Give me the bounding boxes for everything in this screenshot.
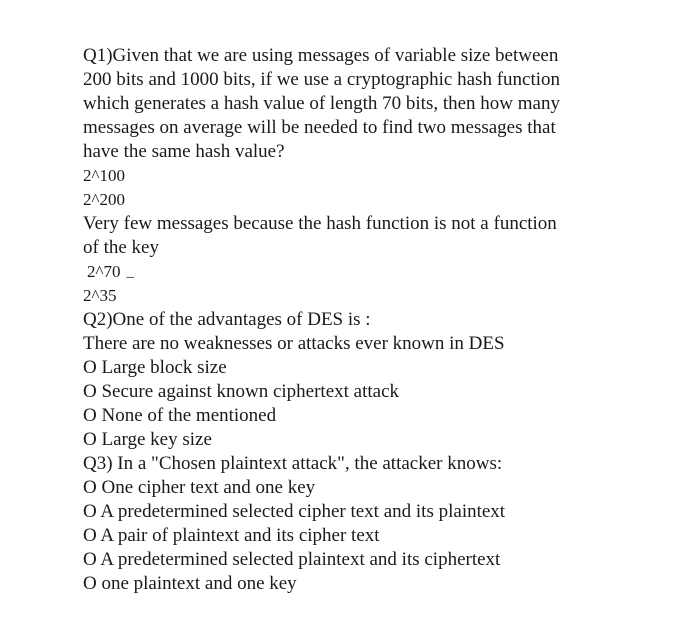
question-2-option[interactable]: O Large key size	[83, 429, 212, 450]
question-3	[83, 452, 643, 596]
question-1-option-b[interactable]: 2^200	[83, 190, 125, 209]
question-1-text-line: have the same hash value?	[83, 141, 285, 162]
question-1-text-line: 200 bits and 1000 bits, if we use a cryptographic hash function	[83, 69, 561, 90]
question-1-option-e[interactable]: 2^35	[83, 286, 117, 305]
question-2	[83, 308, 643, 452]
question-2-option[interactable]: O Secure against known ciphertext attack	[83, 381, 400, 402]
selection-mark: _	[126, 264, 134, 280]
question-2-option[interactable]: There are no weaknesses or attacks ever known in DES	[83, 333, 505, 354]
question-3-option[interactable]: O One cipher text and one key	[83, 477, 316, 498]
question-1-text-line: which generates a hash value of length 70 bits, then how many	[83, 93, 560, 114]
question-1-option-a[interactable]: 2^100	[83, 166, 125, 185]
question-3-option[interactable]: O A predetermined selected plaintext and its ciphertext	[83, 549, 501, 570]
question-3-text: Q3) In a "Chosen plaintext attack", the attacker knows:	[83, 453, 503, 474]
question-3-option[interactable]: O A pair of plaintext and its cipher text	[83, 525, 380, 546]
document	[83, 44, 643, 596]
question-2-text: Q2)One of the advantages of DES is :	[83, 309, 371, 330]
question-1-option-d-label: 2^70	[87, 262, 121, 281]
question-3-option[interactable]: O A predetermined selected cipher text and its plaintext	[83, 501, 506, 522]
question-1-option-c-continued[interactable]: of the key	[83, 237, 159, 258]
question-1-option-c[interactable]: Very few messages because the hash function is not a function	[83, 213, 557, 234]
question-2-option[interactable]: O Large block size	[83, 357, 227, 378]
question-1	[83, 44, 643, 308]
question-2-option[interactable]: O None of the mentioned	[83, 405, 277, 426]
question-1-option-d[interactable]	[83, 260, 643, 284]
question-1-text-line: Q1)Given that we are using messages of variable size between	[83, 45, 559, 66]
question-3-option[interactable]: O one plaintext and one key	[83, 573, 297, 594]
question-1-text-line: messages on average will be needed to find two messages that	[83, 117, 556, 138]
